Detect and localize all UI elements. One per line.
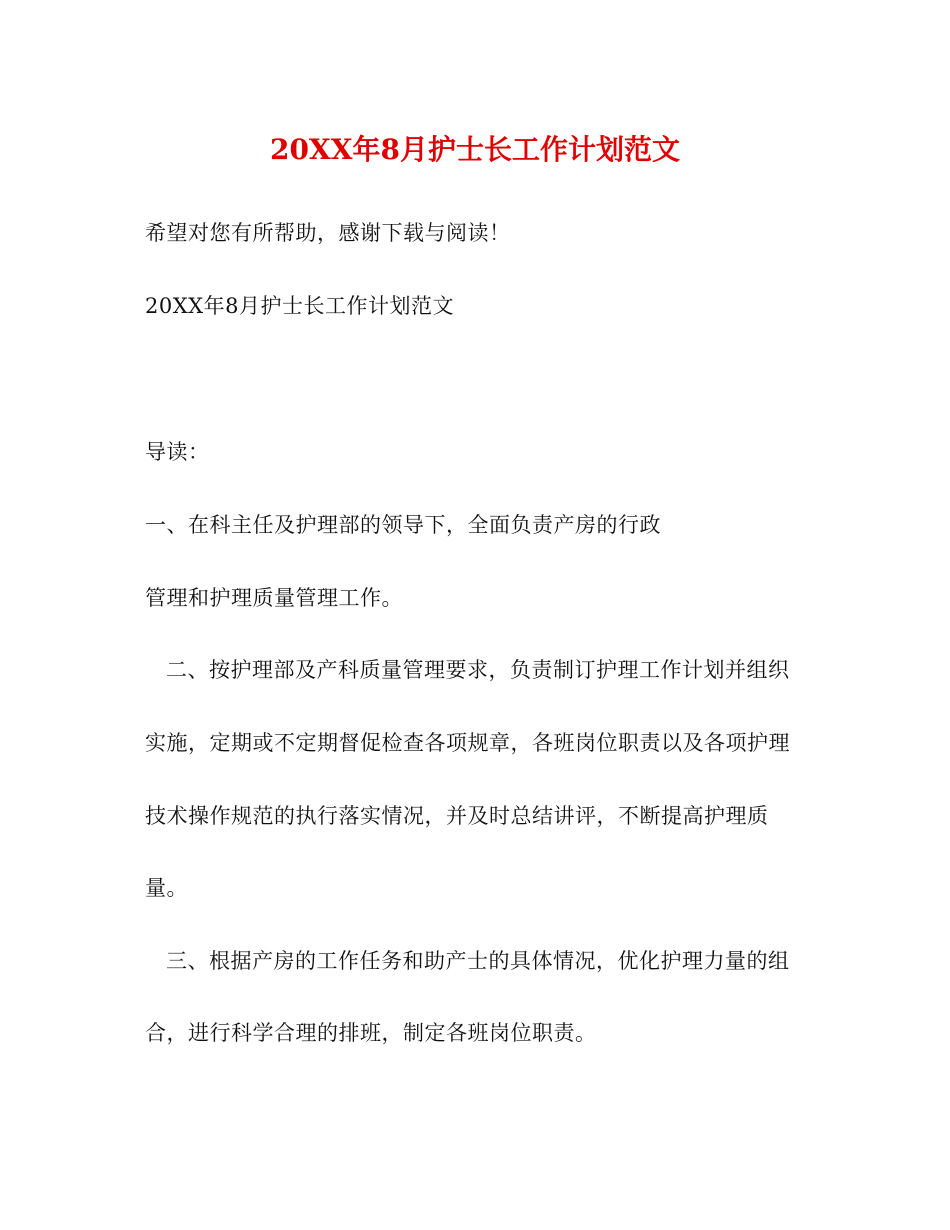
paragraph-2-line-4: 量。	[145, 876, 188, 900]
paragraph-1-line-2: 管理和护理质量管理工作。	[145, 586, 403, 610]
paragraph-3-line-1: 三、根据产房的工作任务和助产士的具体情况，优化护理力量的组	[166, 949, 790, 973]
paragraph-3-line-2: 合，进行科学合理的排班，制定各班岗位职责。	[145, 1021, 597, 1045]
document-title: 20XX年8月护士长工作计划范文	[270, 133, 680, 166]
paragraph-2-line-2: 实施，定期或不定期督促检查各项规章，各班岗位职责以及各项护理	[145, 731, 790, 755]
intro-line: 希望对您有所帮助，感谢下载与阅读！	[145, 221, 511, 245]
guide-heading: 导读：	[145, 440, 210, 464]
paragraph-2-line-3: 技术操作规范的执行落实情况，并及时总结讲评，不断提高护理质	[145, 804, 769, 828]
subtitle-line: 20XX年8月护士长工作计划范文	[145, 294, 454, 318]
paragraph-1-line-1: 一、在科主任及护理部的领导下，全面负责产房的行政	[145, 513, 661, 537]
paragraph-2-line-1: 二、按护理部及产科质量管理要求，负责制订护理工作计划并组织	[166, 658, 790, 682]
